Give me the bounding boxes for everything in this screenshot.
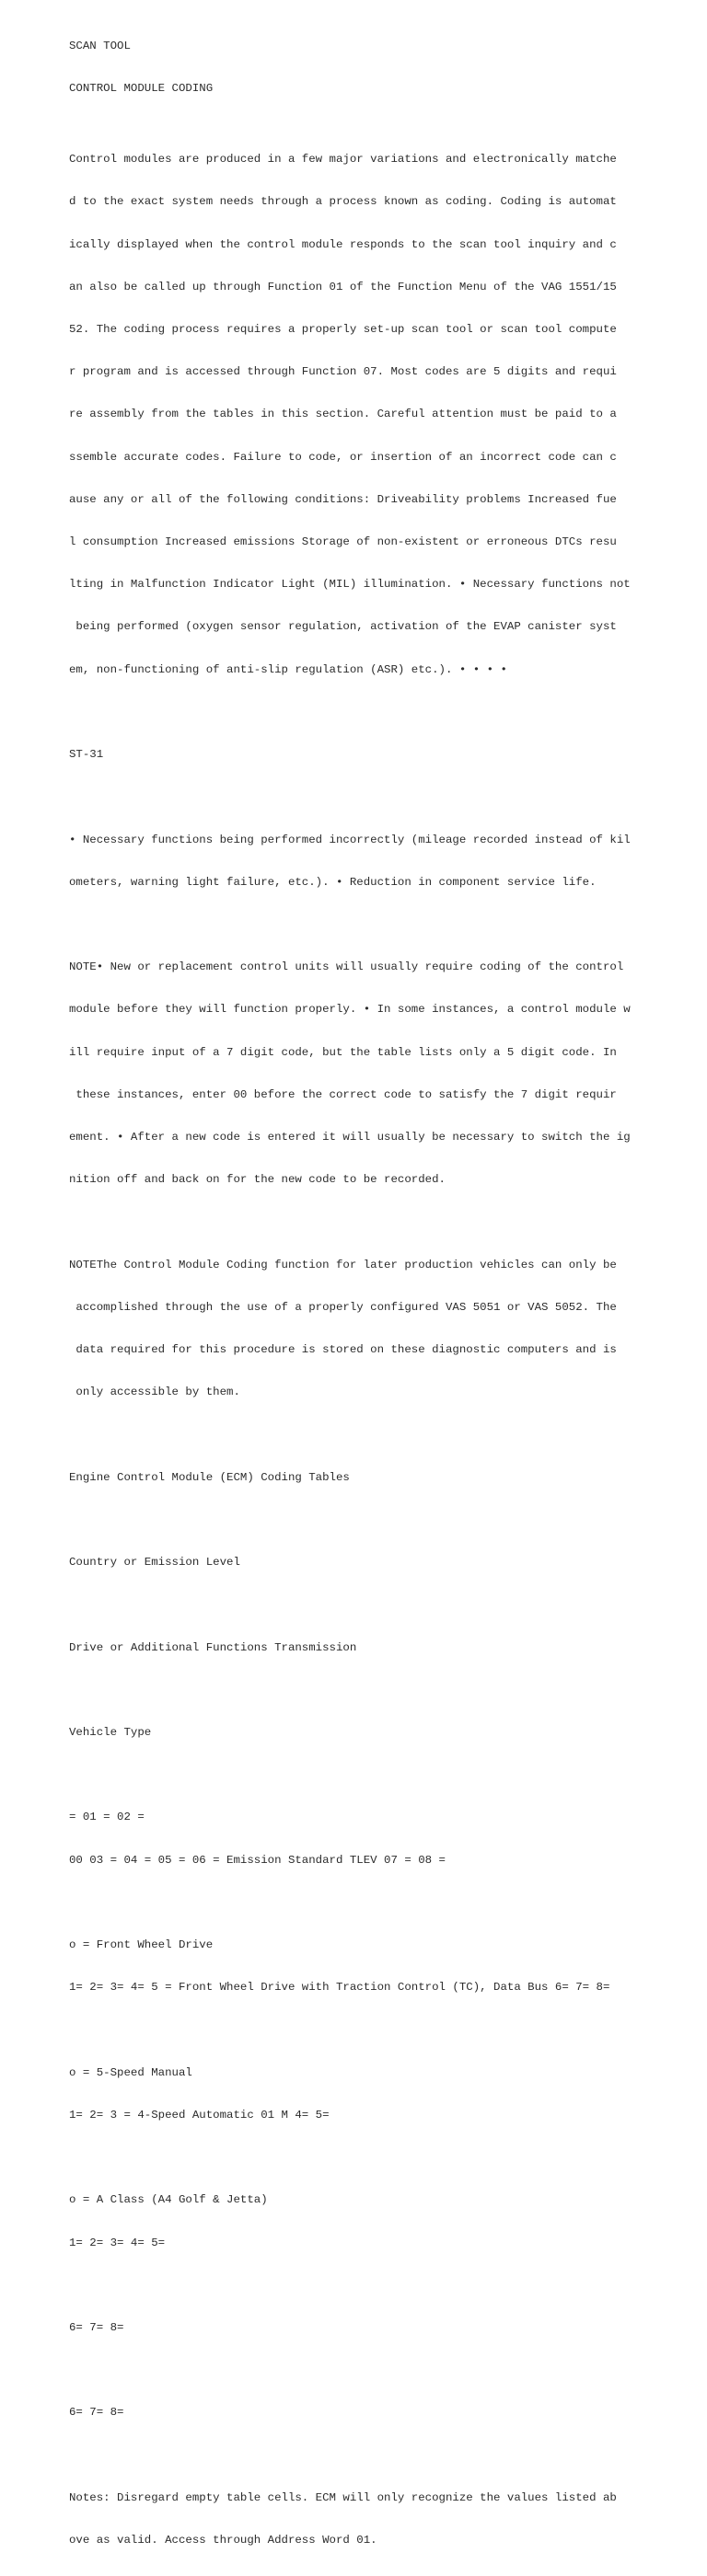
- text-line: nition off and back on for the new code to be recorded.: [69, 1173, 446, 1187]
- text-line: o = 5-Speed Manual: [69, 2065, 192, 2079]
- text-line: 1= 2= 3= 4= 5 = Front Wheel Drive with Traction Control (TC), Data Bus 6= 7= 8=: [69, 1981, 610, 1995]
- text-line: 6= 7= 8=: [69, 2406, 124, 2420]
- text-line: ove as valid. Access through Address Word 01.: [69, 2534, 377, 2547]
- drive-codes: [69, 1910, 640, 2023]
- text-line: these instances, enter 00 before the correct code to satisfy the 7 digit requir: [69, 1087, 617, 1101]
- header-line: SCAN TOOL: [69, 39, 131, 52]
- text-line: NOTE• New or replacement control units will usually require coding of the control: [69, 960, 624, 974]
- text-line: ause any or all of the following conditions: Driveability problems Increased fue: [69, 492, 617, 506]
- notes-paragraph: [69, 2463, 640, 2576]
- text-line: Notes: Disregard empty table cells. ECM will only recognize the values listed ab: [69, 2490, 617, 2504]
- text-line: module before they will function properly. • In some instances, a control module w: [69, 1003, 631, 1017]
- note-paragraph: [69, 1230, 640, 1429]
- page-number: ST-31: [69, 748, 104, 762]
- text-line: o = A Class (A4 Golf & Jetta): [69, 2193, 268, 2207]
- extra-codes: [69, 2293, 640, 2363]
- text-line: lting in Malfunction Indicator Light (MIL) illumination. • Necessary functions not: [69, 578, 631, 592]
- text-line: NOTEThe Control Module Coding function for later production vehicles can only be: [69, 1258, 617, 1271]
- extra-codes: [69, 2378, 640, 2449]
- text-line: ometers, warning light failure, etc.). • Reduction in component service life.: [69, 875, 597, 889]
- heading-line: Drive or Additional Functions Transmission: [69, 1640, 357, 1654]
- text-line: 6= 7= 8=: [69, 2321, 124, 2335]
- emission-codes: [69, 1783, 640, 1896]
- text-line: ssemble accurate codes. Failure to code, or insertion of an incorrect code can c: [69, 450, 617, 464]
- text-line: accomplished through the use of a properly configured VAS 5051 or VAS 5052. The: [69, 1300, 617, 1314]
- text-line: l consumption Increased emissions Storage of non-existent or erroneous DTCs resu: [69, 535, 617, 549]
- text-line: re assembly from the tables in this section. Careful attention must be paid to a: [69, 408, 617, 421]
- header-line: CONTROL MODULE CODING: [69, 82, 214, 96]
- continuation-paragraph: [69, 805, 640, 918]
- text-line: r program and is accessed through Function 07. Most codes are 5 digits and requi: [69, 365, 617, 379]
- document-page: [69, 11, 640, 2576]
- text-line: 1= 2= 3 = 4-Speed Automatic 01 M 4= 5=: [69, 2108, 330, 2122]
- text-line: data required for this procedure is stored on these diagnostic computers and is: [69, 1343, 617, 1357]
- column-heading-country: [69, 1527, 640, 1598]
- text-line: 52. The coding process requires a properly set-up scan tool or scan tool compute: [69, 322, 617, 336]
- text-line: • Necessary functions being performed incorrectly (mileage recorded instead of kil: [69, 833, 631, 846]
- text-line: an also be called up through Function 01 of the Function Menu of the VAG 1551/15: [69, 280, 617, 293]
- text-line: ement. • After a new code is entered it will usually be necessary to switch the ig: [69, 1131, 631, 1144]
- column-heading-vehicle: [69, 1697, 640, 1768]
- text-line: ill require input of a 7 digit code, but the table lists only a 5 digit code. In: [69, 1045, 617, 1059]
- column-heading-drive: [69, 1613, 640, 1684]
- text-line: only accessible by them.: [69, 1386, 240, 1399]
- heading-line: Engine Control Module (ECM) Coding Tables: [69, 1470, 350, 1484]
- text-line: being performed (oxygen sensor regulation, activation of the EVAP canister syst: [69, 620, 617, 634]
- text-line: 1= 2= 3= 4= 5=: [69, 2236, 166, 2249]
- text-line: = 01 = 02 =: [69, 1811, 145, 1824]
- text-line: 00 03 = 04 = 05 = 06 = Emission Standard TLEV 07 = 08 =: [69, 1853, 446, 1867]
- text-line: ically displayed when the control module responds to the scan tool inquiry and c: [69, 237, 617, 251]
- text-line: d to the exact system needs through a process known as coding. Coding is automat: [69, 195, 617, 209]
- text-line: Control modules are produced in a few major variations and electronically matche: [69, 153, 617, 167]
- note-paragraph: [69, 932, 640, 1215]
- table-title: [69, 1443, 640, 1513]
- text-line: o = Front Wheel Drive: [69, 1938, 214, 1952]
- vehicle-codes: [69, 2166, 640, 2279]
- transmission-codes: [69, 2038, 640, 2151]
- document-header: [69, 11, 640, 124]
- text-line: em, non-functioning of anti-slip regulation (ASR) etc.). • • • •: [69, 662, 507, 676]
- heading-line: Country or Emission Level: [69, 1556, 240, 1570]
- page-marker: [69, 719, 640, 790]
- intro-paragraph: [69, 124, 640, 706]
- heading-line: Vehicle Type: [69, 1726, 152, 1740]
